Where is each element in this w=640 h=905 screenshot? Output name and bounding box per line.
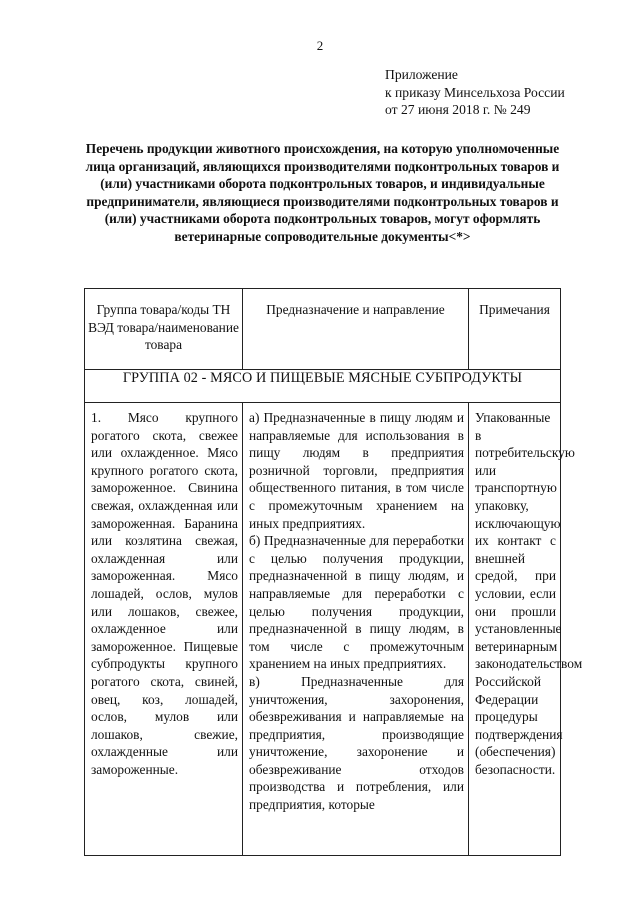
appendix-line-3: от 27 июня 2018 г. № 249 <box>385 102 531 117</box>
products-table <box>84 288 583 856</box>
header-product-group: Группа товара/коды ТН ВЭД товара/наименование товара <box>85 289 243 370</box>
purpose-item-a: а) Предназначенные в пищу людям и направляемые для использования в пищу людям в предприятия розничной торговли, предприятия общественного питания, в том числе с промежуточным хранением на иных предприятиях. <box>249 410 464 531</box>
purpose-item-b: б) Предназначенные для переработки с целью получения продукции, предназначенной в пищу людям, и направляемые для переработки с целью получения продукции, предназначенной в пищу людям, в том числе с промежуточным хранением на иных предприятиях. <box>249 533 464 672</box>
page-number: 2 <box>316 38 324 53</box>
table-header-row <box>85 289 561 370</box>
appendix-block <box>385 66 565 119</box>
group-title-row <box>85 370 561 403</box>
group-title: ГРУППА 02 - МЯСО И ПИЩЕВЫЕ МЯСНЫЕ СУБПРОДУКТЫ <box>85 370 561 403</box>
table-row <box>85 403 561 856</box>
appendix-line-1: Приложение <box>385 67 458 82</box>
header-notes: Примечания <box>469 289 561 370</box>
notes-cell: Упакованные в потребительскую или транспортную упаковку, исключающую их контакт с внешней средой, при условии, если они прошли установленные ветеринарным законодательством Российской Федерации процедуры подтверждения (обеспечения) безопасности. <box>469 403 561 856</box>
document-title: Перечень продукции животного происхождения, на которую уполномоченные лица организаций, являющихся производителями подконтрольных товаров и (или) участниками оборота подконтрольных товаров, и индивидуальные предприниматели, являющиеся производителями подконтрольных товаров и (или) участниками оборота подконтрольных товаров, могут оформлять ветеринарные сопроводительные документы<*> <box>85 141 560 244</box>
header-purpose: Предназначение и направление <box>243 289 469 370</box>
appendix-line-2: к приказу Минсельхоза России <box>385 84 565 100</box>
purpose-cell <box>243 403 469 856</box>
product-cell: 1. Мясо крупного рогатого скота, свежее или охлажденное. Мясо крупного рогатого скота, замороженное. Свинина свежая, охлажденная или замороженная. Баранина или козлятина свежая, охлажденная или замороженная. Мясо лошадей, ослов, мулов или лошаков, свежее, охлажденное или замороженное. Пищевые субпродукты крупного рогатого скота, свиней, овец, коз, лошадей, ослов, мулов или лошаков, свежие, охлажденные или замороженные. <box>85 403 243 856</box>
purpose-item-c: в) Предназначенные для уничтожения, захоронения, обезвреживания и направляемые на предприятия, производящие уничтожение, захоронение и обезвреживание отходов производства и потребления, или предприятия, которые <box>249 673 464 813</box>
